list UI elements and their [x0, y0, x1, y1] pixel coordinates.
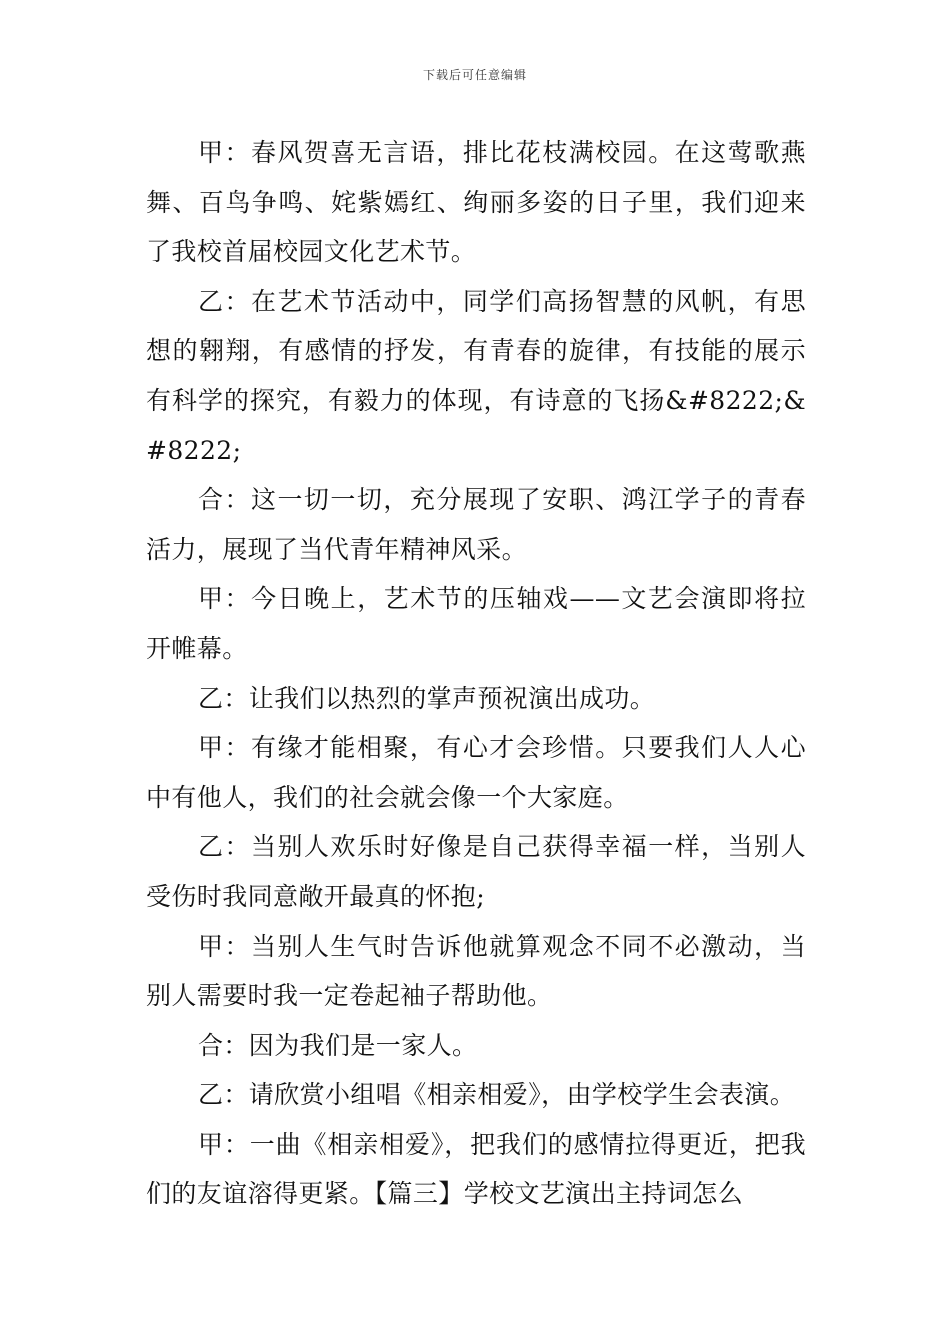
paragraph-9: 合：因为我们是一家人。: [198, 1030, 478, 1060]
document-body: [146, 128, 806, 1219]
paragraph-6: 甲：有缘才能相聚，有心才会珍惜。只要我们人人心中有他人，我们的社会就会像一个大家庭。: [146, 733, 806, 812]
paragraph-5: 乙：让我们以热烈的掌声预祝演出成功。: [198, 683, 656, 713]
paragraph-8: 甲：当别人生气时告诉他就算观念不同不必激动，当别人需要时我一定卷起袖子帮助他。: [146, 931, 806, 1011]
page-header-note: 下载后可任意编辑: [422, 68, 527, 82]
paragraph-1: 甲：春风贺喜无言语，排比花枝满校园。在这莺歌燕舞、百鸟争鸣、姹紫嫣红、绚丽多姿的日子里，我们迎来了我校首届校园文化艺术节。: [146, 138, 806, 267]
paragraph-3: 合：这一切一切，充分展现了安职、鸿江学子的青春活力，展现了当代青年精神风采。: [146, 485, 806, 564]
paragraph-10: 乙：请欣赏小组唱《相亲相爱》，由学校学生会表演。: [198, 1080, 796, 1110]
paragraph-11: 甲：一曲《相亲相爱》，把我们的感情拉得更近，把我们的友谊溶得更紧。【篇三】学校文艺演出主持词怎么: [146, 1129, 806, 1209]
paragraph-7: 乙：当别人欢乐时好像是自己获得幸福一样，当别人受伤时我同意敞开最真的怀抱;: [146, 832, 806, 911]
paragraph-4: 甲：今日晚上，艺术节的压轴戏——文艺会演即将拉开帷幕。: [146, 584, 806, 663]
paragraph-2: 乙：在艺术节活动中，同学们高扬智慧的风帆，有思想的翱翔，有感情的抒发，有青春的旋律，有技能的展示有科学的探究，有毅力的体现，有诗意的飞扬&#8222;&#8222;: [146, 286, 806, 465]
